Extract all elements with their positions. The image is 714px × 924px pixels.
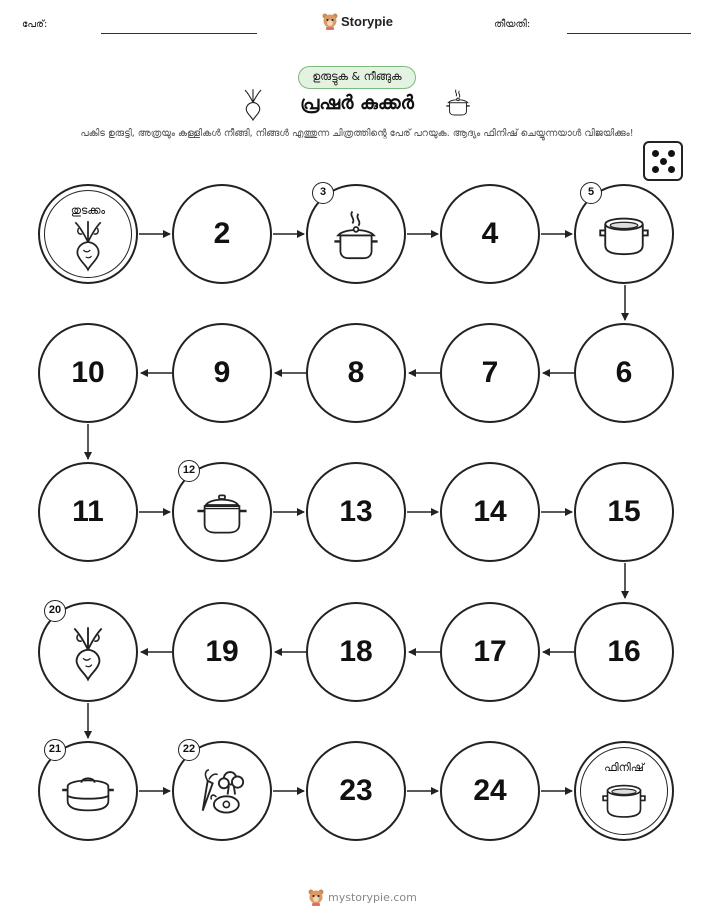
board-cell-19 (172, 602, 272, 702)
cell-number: 23 (339, 774, 373, 807)
board-cell-4 (440, 184, 540, 284)
cell-number: 9 (213, 356, 231, 389)
board-cell-21 (38, 741, 138, 841)
cell-number: 16 (607, 635, 641, 668)
cell-number: 17 (473, 635, 507, 668)
cell-number: 4 (481, 217, 499, 250)
footer (308, 888, 417, 906)
board-cell-8 (306, 323, 406, 423)
finish-cell (574, 741, 674, 841)
board-cell-6 (574, 323, 674, 423)
cell-number: 7 (481, 356, 499, 389)
cell-number: 18 (339, 635, 373, 668)
cell-number: 24 (473, 774, 507, 807)
cell-number: 2 (213, 217, 231, 250)
cell-number: 14 (473, 495, 507, 528)
board-cell-16 (574, 602, 674, 702)
cell-number: 8 (347, 356, 365, 389)
beetroot-icon (70, 220, 106, 272)
board-cell-2 (172, 184, 272, 284)
board-cell-14 (440, 462, 540, 562)
start-label: തുടക്കം (70, 204, 106, 217)
cell-number: 15 (607, 495, 641, 528)
board-cell-3 (306, 184, 406, 284)
board-cell-17 (440, 602, 540, 702)
board-cell-20 (38, 602, 138, 702)
start-cell (38, 184, 138, 284)
board-cell-11 (38, 462, 138, 562)
page-title: പ്രഷർ കുക്കർ (300, 92, 414, 114)
board-cell-12 (172, 462, 272, 562)
cell-number: 6 (615, 356, 633, 389)
pressure-cooker-icon (61, 771, 115, 815)
board-cell-5 (574, 184, 674, 284)
board-cell-15 (574, 462, 674, 562)
footer-url[interactable]: mystorypie.com (328, 890, 417, 904)
brand-name: Storypie (341, 13, 394, 29)
cell-number: 13 (339, 495, 373, 528)
board-cell-23 (306, 741, 406, 841)
board-cell-13 (306, 462, 406, 562)
cell-number: 11 (72, 495, 104, 528)
soup-pot-icon (602, 781, 646, 821)
instructions-text: പകിട ഉരുട്ടി, അത്രയും കള്ളികൾ നീങ്ങി, നിങ്ങൾ എത്തുന്ന ചിത്രത്തിന്റെ പേര് പറയുക. ആദ്യം ഫിനിഷ് ചെയ്യുന്നയാൾ വിജയിക്കും! (80, 128, 634, 139)
cell-number-badge: 5 (580, 182, 602, 204)
steaming-pot-icon (332, 208, 380, 264)
board-cell-24 (440, 741, 540, 841)
name-label: പേര്: (22, 19, 48, 30)
cell-number-badge: 22 (178, 739, 200, 761)
finish-label: ഫിനിഷ് (604, 761, 644, 774)
board-cell-7 (440, 323, 540, 423)
cooking-pot-icon (195, 492, 249, 536)
vegetables-meat-icon (194, 767, 250, 817)
bear-icon (308, 888, 324, 906)
board-cell-22 (172, 741, 272, 841)
game-type-badge: ഉരുട്ടുക & നീങ്ങുക (298, 66, 416, 89)
soup-pot-icon (599, 214, 649, 258)
board-cell-9 (172, 323, 272, 423)
board-cell-10 (38, 323, 138, 423)
beetroot-icon (69, 626, 107, 682)
board-cell-18 (306, 602, 406, 702)
date-label: തീയതി: (494, 19, 531, 30)
cell-number: 10 (71, 356, 105, 389)
cell-number-badge: 21 (44, 739, 66, 761)
cell-number-badge: 12 (178, 460, 200, 482)
cell-number-badge: 20 (44, 600, 66, 622)
cell-number: 19 (205, 635, 239, 668)
cell-number-badge: 3 (312, 182, 334, 204)
